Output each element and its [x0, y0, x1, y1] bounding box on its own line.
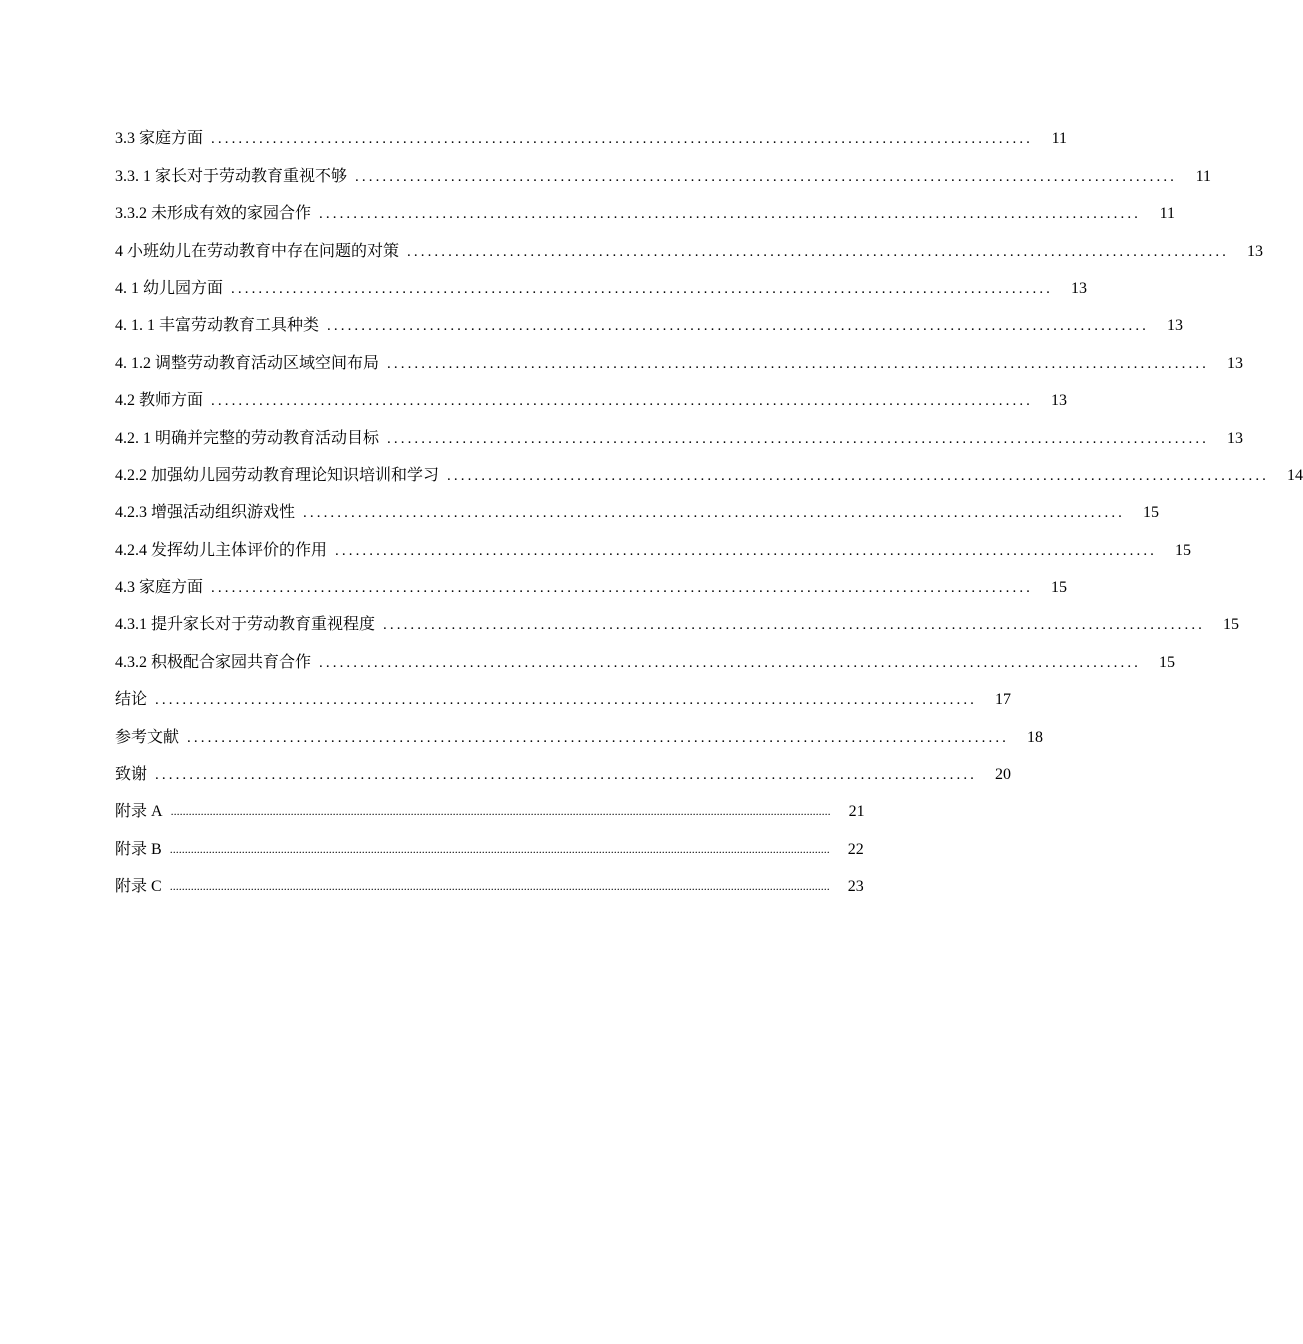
toc-entry-label: 3.3 家庭方面 [115, 130, 204, 148]
table-of-contents [115, 112, 1303, 897]
toc-dot-leader: ........................................................................................................................ [155, 767, 978, 784]
toc-dot-leader: ........................................................................................................................ [155, 692, 978, 709]
toc-dot-leader: ............................................................................................................................................................................................................................ [170, 804, 831, 819]
toc-page-number: 15 [1159, 653, 1176, 671]
toc-dot-leader: ........................................................................................................................ [303, 505, 1126, 522]
toc-entry[interactable] [115, 486, 1160, 523]
toc-page-number: 11 [1159, 205, 1176, 223]
toc-entry[interactable] [115, 299, 1184, 336]
toc-entry[interactable] [115, 710, 1044, 747]
toc-entry-label: 附录 A [115, 803, 163, 821]
toc-dot-leader: ........................................................................................................................ [319, 654, 1142, 671]
toc-entry-label: 4 小班幼儿在劳动教育中存在问题的对策 [115, 242, 400, 260]
toc-entry-label: 4.2. 1 明确并完整的劳动教育活动目标 [115, 429, 380, 447]
toc-entry-label: 附录 B [115, 840, 162, 858]
toc-entry-label: 参考文献 [115, 728, 180, 746]
toc-entry[interactable] [115, 262, 1088, 299]
toc-page-number: 23 [847, 878, 864, 896]
toc-entry-label: 致谢 [115, 766, 148, 784]
toc-entry[interactable] [115, 449, 1303, 486]
toc-entry-label: 4.2.3 增强活动组织游戏性 [115, 504, 296, 522]
toc-dot-leader: ........................................................................................................................ [383, 617, 1206, 634]
toc-page-number: 15 [1143, 504, 1160, 522]
toc-dot-leader: ........................................................................................................................ [319, 206, 1142, 223]
toc-entry-label: 4.3 家庭方面 [115, 579, 204, 597]
toc-dot-leader: ........................................................................................................................ [355, 168, 1178, 185]
toc-dot-leader: ........................................................................................................................ [327, 318, 1150, 335]
toc-entry-label: 4. 1 幼儿园方面 [115, 279, 224, 297]
toc-entry[interactable] [115, 635, 1176, 672]
toc-entry[interactable] [115, 523, 1192, 560]
toc-entry[interactable] [115, 112, 1068, 149]
toc-page-number: 22 [847, 840, 864, 858]
toc-entry[interactable] [115, 860, 864, 897]
toc-page-number: 11 [1051, 130, 1068, 148]
toc-entry[interactable] [115, 411, 1244, 448]
toc-entry[interactable] [115, 336, 1244, 373]
toc-entry-label: 4.3.1 提升家长对于劳动教育重视程度 [115, 616, 376, 634]
toc-dot-leader: ........................................................................................................................ [407, 243, 1230, 260]
toc-entry[interactable] [115, 187, 1176, 224]
toc-entry-label: 4.3.2 积极配合家园共育合作 [115, 653, 312, 671]
toc-entry-label: 3.3.2 未形成有效的家园合作 [115, 205, 312, 223]
toc-entry[interactable] [115, 149, 1212, 186]
toc-page-number: 13 [1051, 392, 1068, 410]
toc-page-number: 13 [1247, 242, 1264, 260]
toc-entry[interactable] [115, 224, 1264, 261]
toc-page-number: 17 [995, 691, 1012, 709]
toc-dot-leader: ............................................................................................................................................................................................................................ [169, 879, 830, 894]
toc-entry[interactable] [115, 374, 1068, 411]
toc-page-number: 13 [1167, 317, 1184, 335]
toc-dot-leader: ........................................................................................................................ [231, 280, 1054, 297]
toc-entry-label: 结论 [115, 691, 148, 709]
toc-page-number: 14 [1287, 466, 1303, 484]
toc-page-number: 13 [1227, 429, 1244, 447]
toc-page-number: 20 [995, 766, 1012, 784]
toc-page-number: 11 [1195, 167, 1212, 185]
toc-entry-label: 3.3. 1 家长对于劳动教育重视不够 [115, 167, 348, 185]
toc-page-number: 15 [1051, 579, 1068, 597]
toc-entry-label: 4.2.4 发挥幼儿主体评价的作用 [115, 541, 328, 559]
toc-dot-leader: ........................................................................................................................ [447, 467, 1270, 484]
toc-entry-label: 4.2 教师方面 [115, 392, 204, 410]
toc-entry[interactable] [115, 561, 1068, 598]
toc-dot-leader: ............................................................................................................................................................................................................................ [169, 841, 830, 856]
toc-dot-leader: ........................................................................................................................ [387, 430, 1210, 447]
toc-dot-leader: ........................................................................................................................ [211, 131, 1034, 148]
toc-entry[interactable] [115, 748, 1012, 785]
toc-entry[interactable] [115, 598, 1240, 635]
toc-dot-leader: ........................................................................................................................ [387, 355, 1210, 372]
toc-page-number: 15 [1175, 541, 1192, 559]
toc-page-number: 21 [848, 803, 865, 821]
toc-entry-label: 4.2.2 加强幼儿园劳动教育理论知识培训和学习 [115, 466, 440, 484]
toc-dot-leader: ........................................................................................................................ [335, 542, 1158, 559]
toc-dot-leader: ........................................................................................................................ [187, 729, 1010, 746]
toc-page-number: 13 [1071, 279, 1088, 297]
toc-page-number: 15 [1223, 616, 1240, 634]
toc-page-number: 18 [1027, 728, 1044, 746]
toc-page-number: 13 [1227, 354, 1244, 372]
toc-entry[interactable] [115, 785, 865, 822]
toc-dot-leader: ........................................................................................................................ [211, 580, 1034, 597]
toc-entry[interactable] [115, 822, 864, 859]
toc-entry-label: 4. 1. 1 丰富劳动教育工具种类 [115, 317, 320, 335]
toc-entry-label: 4. 1.2 调整劳动教育活动区域空间布局 [115, 354, 380, 372]
toc-entry[interactable] [115, 673, 1012, 710]
toc-entry-label: 附录 C [115, 878, 162, 896]
toc-dot-leader: ........................................................................................................................ [211, 393, 1034, 410]
